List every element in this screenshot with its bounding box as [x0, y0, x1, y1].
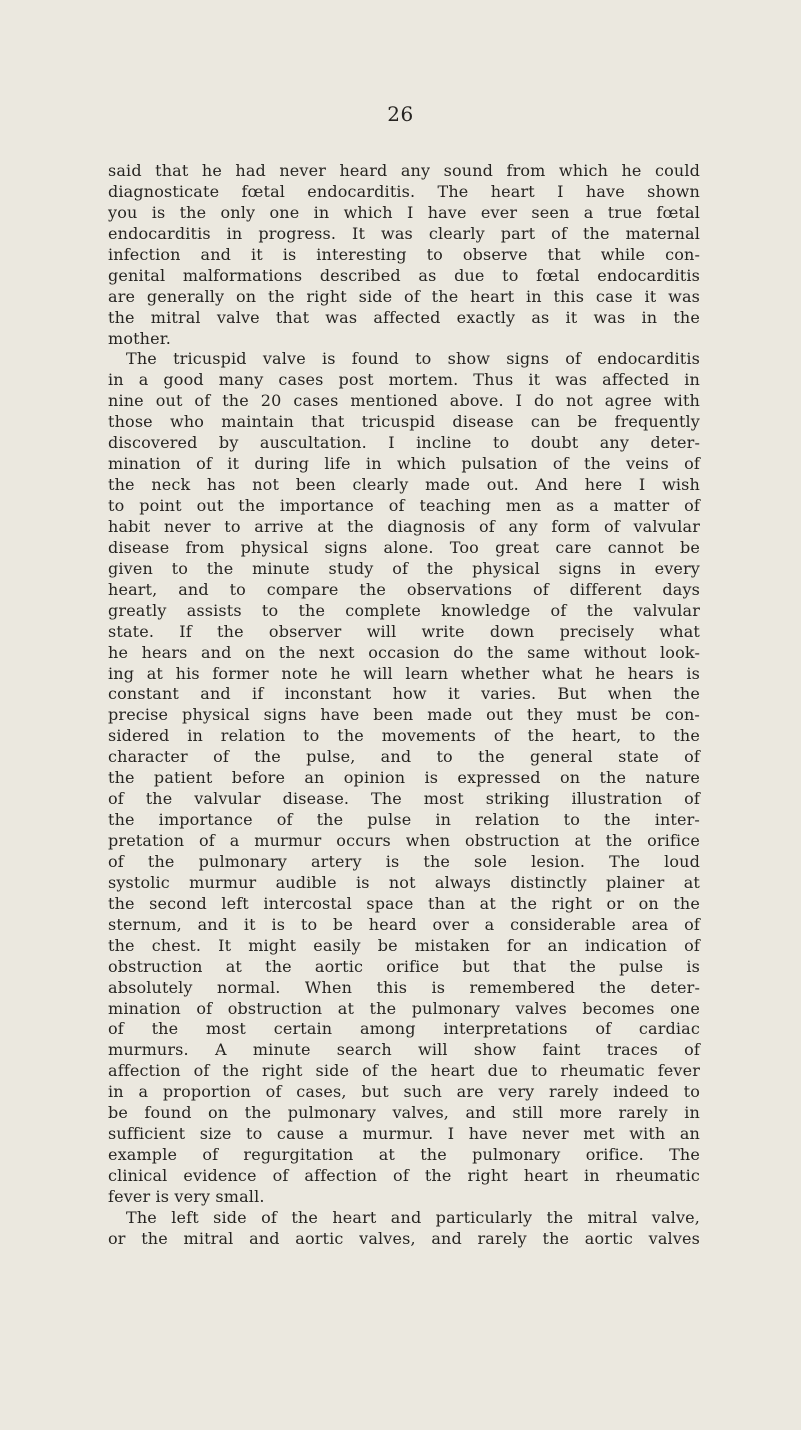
text-line: genital malformations described as due to fœtal endocarditis [108, 265, 700, 285]
text-line: the patient before an opinion is expressed on the nature [108, 768, 700, 788]
text-line: fever is very small. [108, 1186, 265, 1206]
text-line: endocarditis in progress. It was clearly part of the maternal [108, 223, 700, 243]
page-number: 26 [387, 102, 414, 126]
text-line: precise physical signs have been made out they must be con- [108, 705, 700, 725]
text-line: clinical evidence of affection of the right heart in rheumatic [108, 1166, 700, 1185]
text-line: to point out the importance of teaching men as a matter of [108, 496, 700, 515]
text-line: the second left intercostal space than at the right or on the [108, 893, 700, 913]
text-line: example of regurgitation at the pulmonary orifice. The [108, 1145, 700, 1165]
text-line: obstruction at the aortic orifice but that the pulse is [108, 956, 700, 976]
text-line: The left side of the heart and particularly the mitral valve, [126, 1207, 700, 1227]
text-line: given to the minute study of the physical signs in every [108, 558, 700, 578]
text-line: heart, and to compare the observations of different days [108, 579, 700, 599]
text-line: disease from physical signs alone. Too great care cannot be [108, 537, 700, 557]
text-line: nine out of the 20 cases mentioned above. I do not agree with [108, 391, 700, 411]
text-line: in a good many cases post mortem. Thus it was affected in [108, 370, 700, 390]
text-line: mination of it during life in which pulsation of the veins of [108, 454, 700, 474]
text-line: mother. [108, 328, 172, 348]
text-line: affection of the right side of the heart due to rheumatic fever [108, 1061, 700, 1081]
text-line: infection and it is interesting to observe that while con- [108, 244, 700, 264]
text-line: the importance of the pulse in relation to the inter- [108, 810, 700, 830]
text-line: be found on the pulmonary valves, and still more rarely in [108, 1103, 700, 1123]
text-line: greatly assists to the complete knowledge of the valvular [108, 600, 700, 620]
text-line: of the valvular disease. The most striking illustration of [108, 789, 700, 809]
text-line: or the mitral and aortic valves, and rarely the aortic valves [108, 1228, 700, 1248]
text-line: the chest. It might easily be mistaken for an indication of [108, 935, 700, 955]
text-line: are generally on the right side of the heart in this case it was [108, 286, 700, 306]
text-line: murmurs. A minute search will show faint traces of [108, 1040, 700, 1060]
text-line: state. If the observer will write down precisely what [108, 621, 700, 641]
text-line: said that he had never heard any sound from which he could [108, 161, 700, 180]
text-line: the neck has not been clearly made out. And here I wish [108, 475, 700, 495]
text-line: The tricuspid valve is found to show signs of endocarditis [126, 349, 700, 369]
text-line: sternum, and it is to be heard over a considerable area of [108, 914, 700, 934]
text-line: sufficient size to cause a murmur. I have never met with an [108, 1124, 700, 1144]
text-line: absolutely normal. When this is remembered the deter- [108, 977, 700, 997]
text-line: those who maintain that tricuspid disease can be frequently [108, 412, 700, 432]
text-line: he hears and on the next occasion do the same without look- [108, 642, 700, 662]
text-line: of the pulmonary artery is the sole lesion. The loud [108, 851, 700, 871]
text-line: of the most certain among interpretations of cardiac [108, 1019, 700, 1039]
text-line: the mitral valve that was affected exactly as it was in the [108, 307, 700, 327]
text-line: ing at his former note he will learn whether what he hears is [108, 663, 700, 683]
text-line: you is the only one in which I have ever seen a true fœtal [108, 202, 700, 222]
text-line: habit never to arrive at the diagnosis of any form of valvular [108, 516, 700, 536]
text-line: pretation of a murmur occurs when obstruction at the orifice [108, 831, 700, 850]
body-text [108, 161, 700, 1250]
text-line: discovered by auscultation. I incline to doubt any deter- [108, 433, 700, 453]
text-line: character of the pulse, and to the general state of [108, 747, 700, 767]
text-line: sidered in relation to the movements of the heart, to the [108, 726, 700, 746]
text-line: mination of obstruction at the pulmonary valves becomes one [108, 998, 700, 1018]
text-line: in a proportion of cases, but such are very rarely indeed to [108, 1082, 700, 1102]
text-line: diagnosticate fœtal endocarditis. The heart I have shown [108, 181, 700, 201]
text-line: constant and if inconstant how it varies. But when the [108, 684, 700, 704]
text-line: systolic murmur audible is not always distinctly plainer at [108, 872, 700, 892]
